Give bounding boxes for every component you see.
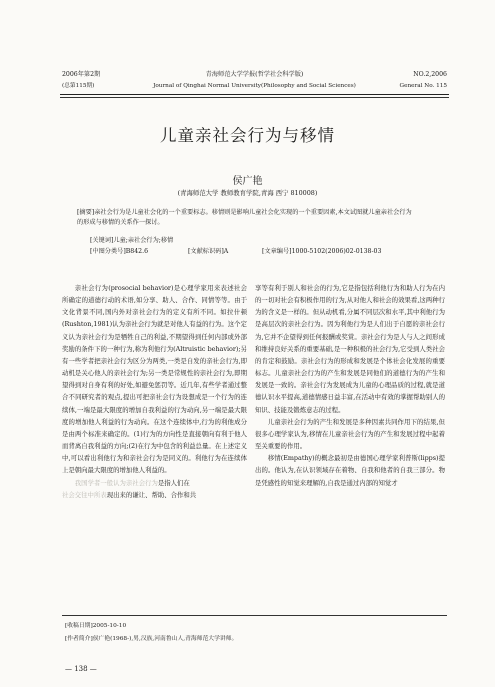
- general-number: General No. 115: [399, 83, 447, 89]
- abstract: [摘要]亲社会行为是儿童社会化的一个重要标志。移情则是影响儿童社会化实现的一个重要因素,本文试图就儿童亲社会行为的形成与移情的关系作一探讨。: [77, 209, 412, 227]
- total-issue-label: (总第115期): [62, 83, 95, 89]
- right-paragraph-1: 享等有利于别人和社会的行为,它是指包括利他行为和助人行为在内的一切对社会有积极作用的行为,从对他人和社会的效果看,这两种行为的含义是一样的。但从动机看,分属不同层次和水平,其中利他行为是高层次的亲社会行为。因为利他行为是人们出于自愿的亲社会行为,它并不企望得到任何报酬或奖赏。亲社会行为是人与人之间形成和维持良好关系的重要基础,是一种积极的社会行为,它受到人类社会的肯定和鼓励。亲社会行为的形成和发展是个体社会化发展的重要标志。儿童亲社会行为的产生和发展是同他们的道德行为的产生和发展是一致的。亲社会行为发展成为儿童的心理品质的过程,就是道德认识水平提高,道德情感日益丰富,在活动中有效的掌握帮助别人的知识、技能及锻炼意志的过程。: [255, 284, 445, 414]
- footnote-rule: [62, 615, 447, 616]
- left-paragraph-3: 社会交往中所表现出来的谦让、帮助、合作和共: [62, 490, 197, 499]
- keywords: [关键词]儿童;亲社会行为;移情: [90, 237, 174, 244]
- classification-number: [中图分类号]B842.6: [90, 248, 149, 255]
- header-rule: [60, 94, 449, 95]
- faded-text: 社会交往中所表: [62, 490, 107, 499]
- right-paragraph-2: 儿童亲社会行为的产生和发展是多种因素共同作用下的结果,但很多心理学家认为,移情在儿童亲社会行为的产生和发展过程中起着至关重要的作用。: [255, 417, 445, 451]
- footnote-author-bio: [作者简介]侯广艳(1968-),男,汉族,河南鲁山人,青海师范大学讲师。: [65, 636, 238, 642]
- article-title: 儿童亲社会行为与移情: [160, 126, 335, 145]
- page-number: — 138 —: [65, 665, 97, 673]
- faded-text: 我国学者一般认为亲社会行为: [74, 478, 158, 487]
- header-rule-thin: [60, 97, 449, 98]
- left-paragraph-2: 我国学者一般认为亲社会行为是指人们在: [74, 478, 190, 487]
- left-paragraph-1: 亲社会行为(prosocial behavior)是心理学家用来表述社会所确定的道德行动的术语,如分享、助人、合作、同情等等。由于文化背景不同,国内外对亲社会行为的定义有所不同。如拉什顿(Rushton,1981)认为亲社会行为就是对他人有益的行为。这个定义认为亲社会行为是牺牲自己的利益,不期望得到任何内部或外部奖励的条件下的一种行为,称为利他行为(Altruistic behavior);另有一些学者把亲社会行为区分为两类,一类是自发的亲社会行为,即动机是关心他人的亲社会行为;另一类是常规性的亲社会行为,即期望得到对自身有利的好处,如避免惩罚等。近几年,有些学者通过整合不同研究者的观点,提出可把亲社会行为设想成是一个行为的连续体,一端是最大限度的增加自我利益的行为动向,另一端是最大限度的增加他人利益的行为动向。在这个连续体中,行为的利他成分是由两个标准来确定的。(1)行为的方向性是直接朝向有利于他人而背离自我利益的方向;(2)在行为中包含的利益总量。在上述定义中,可以看出利他行为和亲社会行为是同义的。利他行为在连续体上是朝向最大限度的增加他人利益的。: [62, 284, 247, 475]
- body-left-column: [62, 282, 247, 501]
- author-affiliation: (青海师范大学 教师教育学院,青海 西宁 810008): [177, 189, 318, 197]
- issue-number: NO.2,2006: [413, 71, 447, 78]
- issue-label: 2006年第2期: [62, 71, 101, 78]
- journal-name-en: Journal of Qinghai Normal University(Philosophy and Social Sciences): [153, 83, 356, 89]
- journal-name-cn: 青海师范大学学报(哲学社会科学版): [205, 71, 304, 78]
- body-right-column: [255, 282, 445, 489]
- article-author: 侯广艳: [232, 176, 263, 187]
- document-code: [文献标识码]A: [188, 248, 229, 255]
- article-number: [文章编号]1000-5102(2006)02-0138-03: [262, 248, 382, 255]
- right-paragraph-3: 移情(Empathy)的概念最初是由德国心理学家利普斯(lipps)提出的。他认为,在认识领域存在着物、自我和他者的自我三部分。物是凭感性的知觉来理解的,自我是通过内部的知觉才: [255, 454, 445, 487]
- footnote-received: [收稿日期]2005-10-10: [65, 623, 127, 629]
